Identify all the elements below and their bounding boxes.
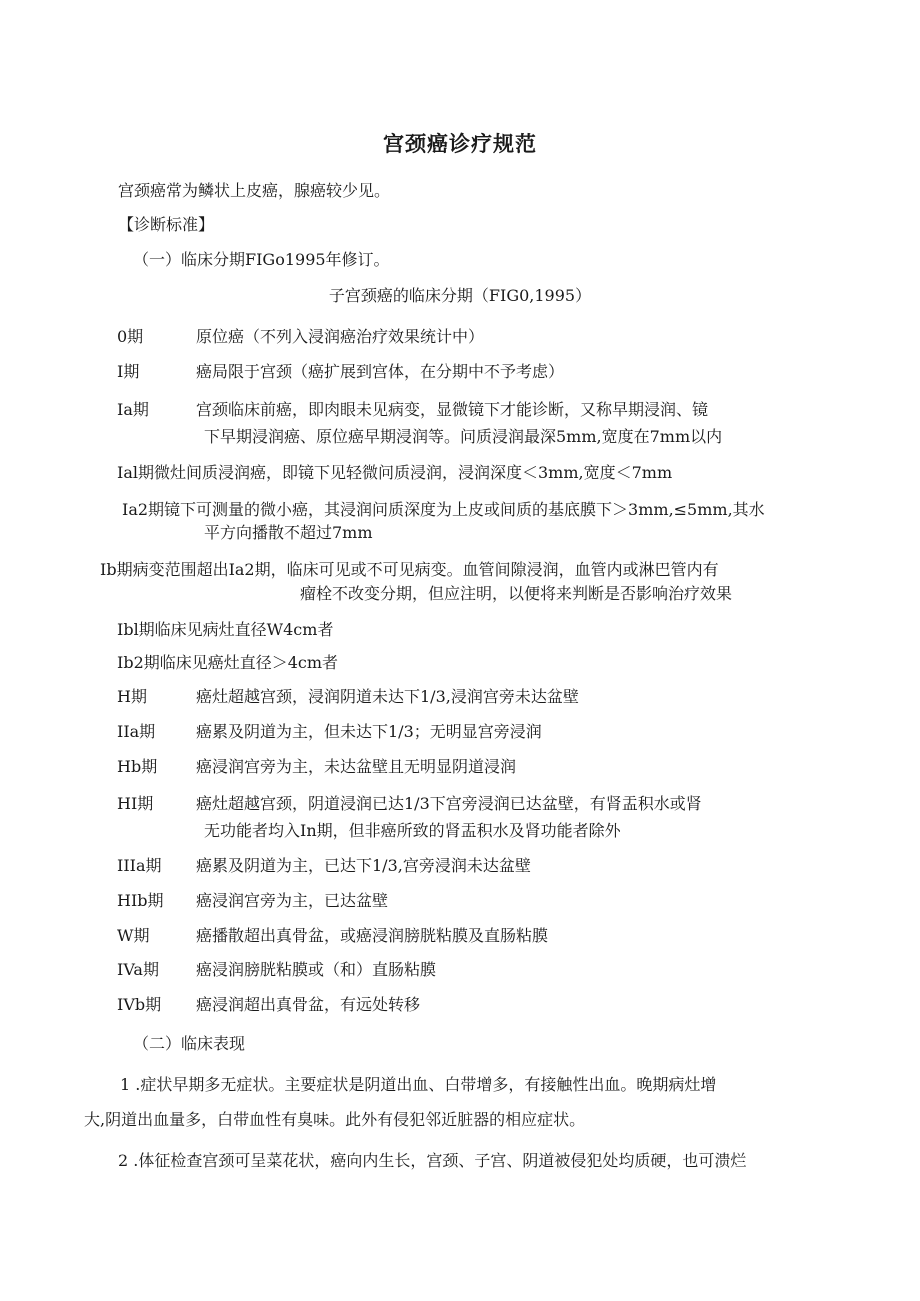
stage-description: 原位癌（不列入浸润癌治疗效果统计中） [196,327,485,346]
stage-description: 癌累及阴道为主，已达下1/3,宫旁浸润未达盆壁 [196,856,531,875]
stage-line: Ib2期临床见癌灶直径＞4cm者 [117,653,339,672]
stage-description: 癌浸润宫旁为主，已达盆壁 [196,891,389,910]
stage-description: 癌浸润膀胱粘膜或（和）直肠粘膜 [196,960,437,979]
table-title: 子宫颈癌的临床分期（FIG0,1995） [328,286,592,305]
stage-label: IIIa期 [117,856,162,875]
stage-line: Ib期病变范围超出Ia2期，临床可见或不可见病变。血管间隙浸润，血管内或淋巴管内有 [100,560,719,579]
stage-label: Ia期 [117,400,149,419]
stage-description: 癌灶超越宫颈，浸润阴道未达下1/3,浸润宫旁未达盆壁 [196,687,579,706]
stage-description-continued: 平方向播散不超过7mm [204,523,373,542]
signs-paragraph: 2 .体征检查宫颈可呈菜花状，癌向内生长，宫颈、子宫、阴道被侵犯处均质硬，也可溃烂 [118,1151,747,1170]
stage-label: IVb期 [117,995,162,1014]
stage-label: HI期 [117,794,154,813]
stage-description-continued: 下早期浸润癌、原位癌早期浸润等。问质浸润最深5mm,宽度在7mm以内 [204,427,723,446]
page-title: 宫颈癌诊疗规范 [383,132,537,156]
stage-line: Ial期微灶间质浸润癌，即镜下见轻微问质浸润，浸润深度＜3mm,宽度＜7mm [117,463,673,482]
intro-paragraph: 宫颈癌常为鳞状上皮癌，腺癌较少见。 [118,181,391,200]
stage-label: I期 [117,362,140,381]
symptoms-paragraph-continued: 大,阴道出血量多，白带血性有臭味。此外有侵犯邻近脏器的相应症状。 [84,1110,586,1129]
subsection-heading-staging: （一）临床分期FIGo1995年修订。 [133,250,390,269]
stage-description: 癌局限于宫颈（癌扩展到宫体，在分期中不予考虑） [196,362,565,381]
symptoms-paragraph: 1 .症状早期多无症状。主要症状是阴道出血、白带增多，有接触性出血。晚期病灶增 [120,1075,717,1094]
stage-label: Hb期 [117,757,158,776]
stage-description: 癌浸润宫旁为主，未达盆壁且无明显阴道浸润 [196,757,517,776]
stage-label: W期 [117,926,150,945]
stage-description-continued: 瘤栓不改变分期，但应注明，以便将来判断是否影响治疗效果 [300,584,733,603]
stage-label: IIa期 [117,722,156,741]
stage-description: 癌浸润超出真骨盆，有远处转移 [196,995,421,1014]
stage-line: Ibl期临床见病灶直径W4cm者 [117,620,334,639]
stage-label: IVa期 [117,960,159,979]
stage-description-continued: 无功能者均入In期，但非癌所致的肾盂积水及肾功能者除外 [204,821,621,840]
section-heading-diagnosis: 【诊断标准】 [118,215,215,234]
stage-label: H期 [117,687,147,706]
stage-label: HIb期 [117,891,164,910]
subsection-heading-clinical: （二）临床表现 [133,1034,246,1053]
stage-description: 癌累及阴道为主，但未达下1/3；无明显宫旁浸润 [196,722,542,741]
stage-description: 宫颈临床前癌，即肉眼未见病变，显微镜下才能诊断，又称早期浸润、镜 [196,400,709,419]
stage-line: Ia2期镜下可测量的微小癌，其浸润问质深度为上皮或间质的基底膜下＞3mm,≤5mm,其水 [122,500,765,519]
stage-description: 癌灶超越宫颈，阴道浸润已达1/3下宫旁浸润已达盆壁，有肾盂积水或肾 [196,794,702,813]
stage-label: 0期 [117,327,144,346]
stage-description: 癌播散超出真骨盆，或癌浸润膀胱粘膜及直肠粘膜 [196,926,549,945]
